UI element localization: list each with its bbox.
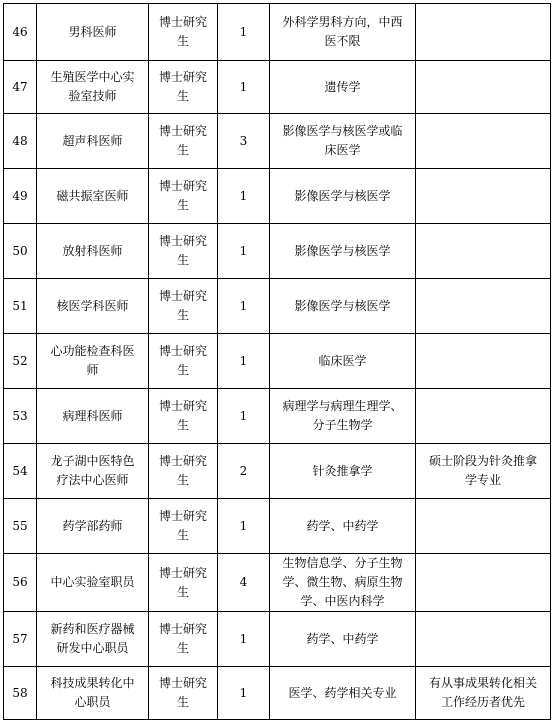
row-number: 58 xyxy=(4,667,37,720)
major-requirement: 药学、中药学 xyxy=(270,612,416,667)
table-row xyxy=(4,224,551,279)
hiring-count: 1 xyxy=(218,169,270,224)
position-name: 放射科医师 xyxy=(37,224,149,279)
row-number: 54 xyxy=(4,444,37,499)
degree-requirement: 博士研究 生 xyxy=(149,4,218,61)
hiring-count: 3 xyxy=(218,114,270,169)
position-name: 生殖医学中心实 验室技师 xyxy=(37,61,149,114)
major-requirement: 遗传学 xyxy=(270,61,416,114)
major-requirement: 病理学与病理生理学、 分子生物学 xyxy=(270,389,416,444)
table-row xyxy=(4,444,551,499)
table-row xyxy=(4,499,551,554)
row-number: 49 xyxy=(4,169,37,224)
row-number: 57 xyxy=(4,612,37,667)
recruitment-table xyxy=(3,3,551,720)
remarks xyxy=(416,279,551,334)
position-name: 心功能检查科医 师 xyxy=(37,334,149,389)
table-row xyxy=(4,4,551,61)
remarks xyxy=(416,114,551,169)
row-number: 46 xyxy=(4,4,37,61)
degree-requirement: 博士研究 生 xyxy=(149,279,218,334)
table-row xyxy=(4,667,551,720)
row-number: 52 xyxy=(4,334,37,389)
remarks xyxy=(416,61,551,114)
row-number: 56 xyxy=(4,554,37,612)
position-name: 科技成果转化中 心职员 xyxy=(37,667,149,720)
row-number: 50 xyxy=(4,224,37,279)
degree-requirement: 博士研究 生 xyxy=(149,499,218,554)
table-row xyxy=(4,554,551,612)
remarks xyxy=(416,169,551,224)
remarks xyxy=(416,612,551,667)
hiring-count: 1 xyxy=(218,389,270,444)
major-requirement: 外科学男科方向，中西 医不限 xyxy=(270,4,416,61)
major-requirement: 影像医学与核医学 xyxy=(270,224,416,279)
position-name: 龙子湖中医特色 疗法中心医师 xyxy=(37,444,149,499)
degree-requirement: 博士研究 生 xyxy=(149,554,218,612)
remarks xyxy=(416,4,551,61)
degree-requirement: 博士研究 生 xyxy=(149,389,218,444)
table-row xyxy=(4,169,551,224)
position-name: 病理科医师 xyxy=(37,389,149,444)
hiring-count: 1 xyxy=(218,334,270,389)
degree-requirement: 博士研究 生 xyxy=(149,334,218,389)
position-name: 磁共振室医师 xyxy=(37,169,149,224)
remarks xyxy=(416,554,551,612)
row-number: 48 xyxy=(4,114,37,169)
major-requirement: 影像医学与核医学 xyxy=(270,169,416,224)
table-row xyxy=(4,334,551,389)
position-name: 新药和医疗器械 研发中心职员 xyxy=(37,612,149,667)
position-name: 中心实验室职员 xyxy=(37,554,149,612)
hiring-count: 2 xyxy=(218,444,270,499)
hiring-count: 1 xyxy=(218,224,270,279)
major-requirement: 影像医学与核医学或临 床医学 xyxy=(270,114,416,169)
recruitment-table-body xyxy=(4,4,551,720)
degree-requirement: 博士研究 生 xyxy=(149,667,218,720)
degree-requirement: 博士研究 生 xyxy=(149,612,218,667)
hiring-count: 1 xyxy=(218,61,270,114)
remarks xyxy=(416,499,551,554)
row-number: 47 xyxy=(4,61,37,114)
position-name: 核医学科医师 xyxy=(37,279,149,334)
degree-requirement: 博士研究 生 xyxy=(149,61,218,114)
degree-requirement: 博士研究 生 xyxy=(149,169,218,224)
hiring-count: 1 xyxy=(218,667,270,720)
position-name: 超声科医师 xyxy=(37,114,149,169)
table-row xyxy=(4,389,551,444)
remarks xyxy=(416,389,551,444)
hiring-count: 4 xyxy=(218,554,270,612)
remarks: 有从事成果转化相关 工作经历者优先 xyxy=(416,667,551,720)
table-row xyxy=(4,279,551,334)
remarks xyxy=(416,224,551,279)
major-requirement: 针灸推拿学 xyxy=(270,444,416,499)
table-row xyxy=(4,61,551,114)
degree-requirement: 博士研究 生 xyxy=(149,224,218,279)
major-requirement: 生物信息学、分子生物 学、微生物、病原生物 学、中医内科学 xyxy=(270,554,416,612)
major-requirement: 临床医学 xyxy=(270,334,416,389)
hiring-count: 1 xyxy=(218,612,270,667)
remarks xyxy=(416,334,551,389)
table-row xyxy=(4,114,551,169)
degree-requirement: 博士研究 生 xyxy=(149,114,218,169)
hiring-count: 1 xyxy=(218,499,270,554)
position-name: 男科医师 xyxy=(37,4,149,61)
major-requirement: 医学、药学相关专业 xyxy=(270,667,416,720)
table-row xyxy=(4,612,551,667)
row-number: 53 xyxy=(4,389,37,444)
hiring-count: 1 xyxy=(218,279,270,334)
major-requirement: 药学、中药学 xyxy=(270,499,416,554)
position-name: 药学部药师 xyxy=(37,499,149,554)
hiring-count: 1 xyxy=(218,4,270,61)
degree-requirement: 博士研究 生 xyxy=(149,444,218,499)
row-number: 51 xyxy=(4,279,37,334)
row-number: 55 xyxy=(4,499,37,554)
major-requirement: 影像医学与核医学 xyxy=(270,279,416,334)
remarks: 硕士阶段为针灸推拿 学专业 xyxy=(416,444,551,499)
